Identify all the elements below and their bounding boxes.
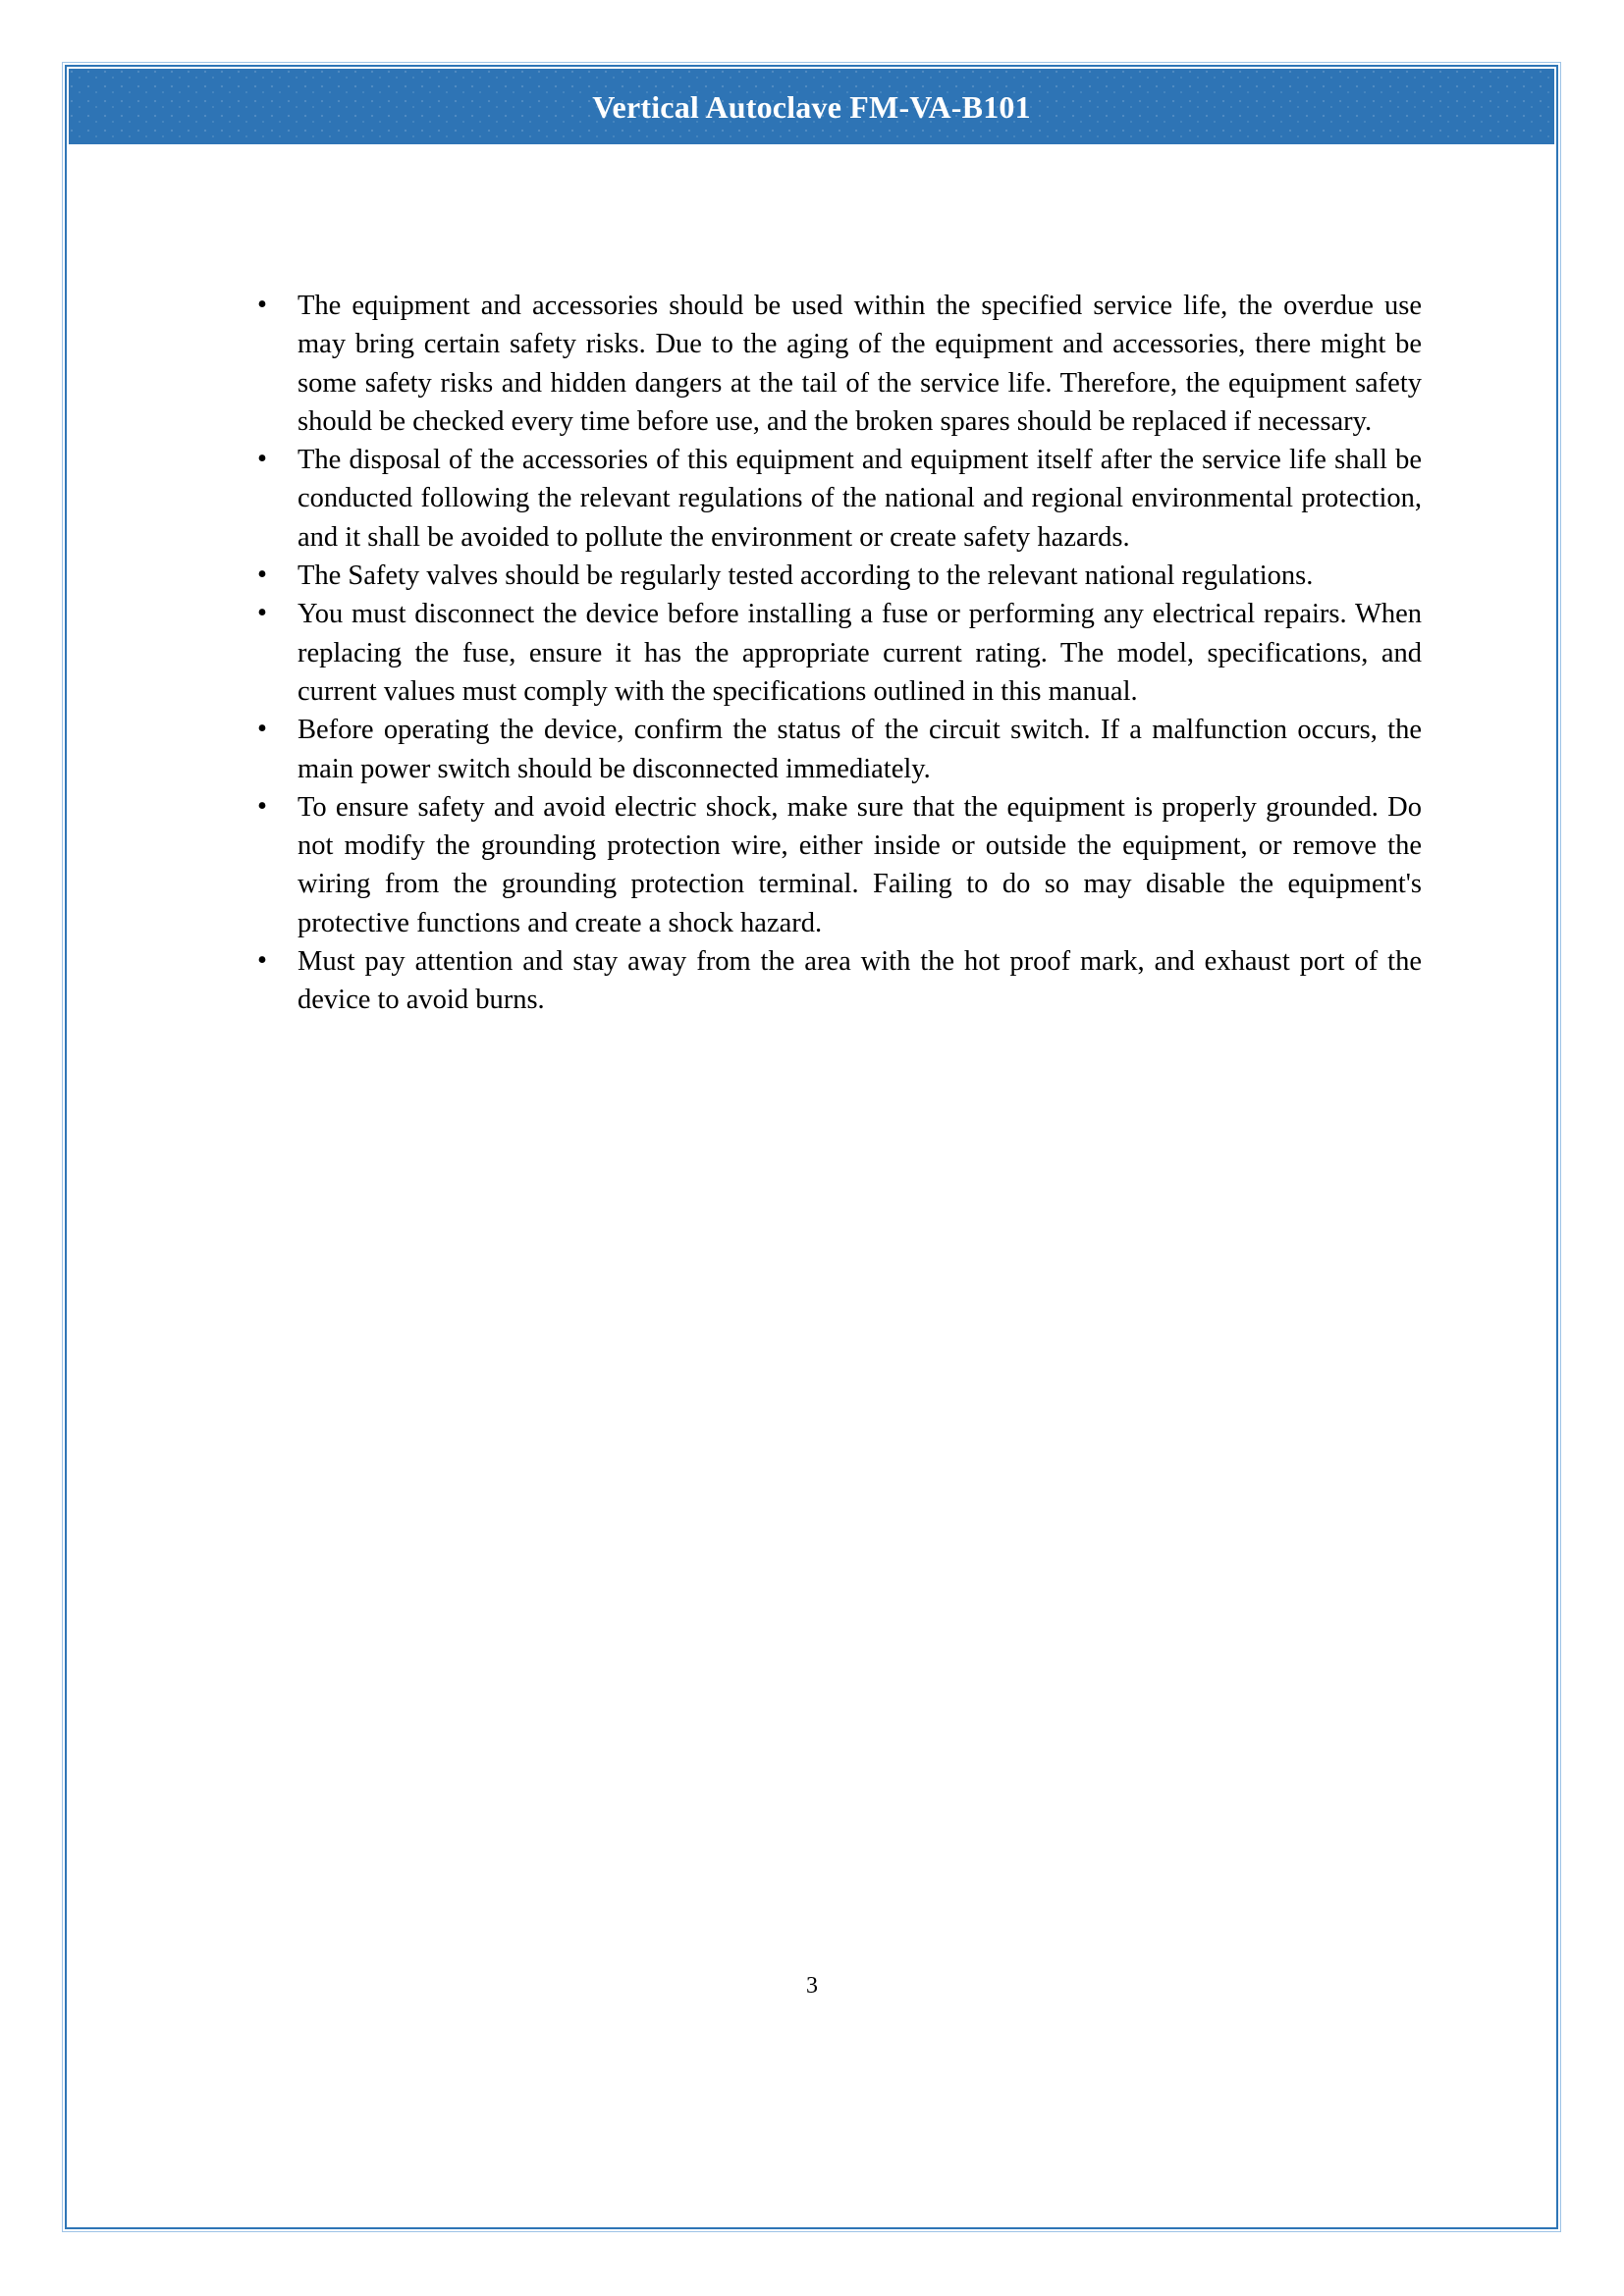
list-item: • The Safety valves should be regularly tested according to the relevant national regulations. xyxy=(257,557,1422,595)
document-body xyxy=(257,287,1422,1020)
document-title: Vertical Autoclave FM-VA-B101 xyxy=(592,88,1031,125)
list-item: • The equipment and accessories should be used within the specified service life, the overdue use may bring certain safety risks. Due to the aging of the equipment and accessories, there might be some safety risks and hidden dangers at the tail of the service life. Therefore, the equipment safety should be checked every time before use, and the broken spares should be replaced if necessary. xyxy=(257,287,1422,441)
list-item: • To ensure safety and avoid electric shock, make sure that the equipment is properly grounded. Do not modify the grounding protection wire, either inside or outside the equipment, or remove the wiring from the grounding protection terminal. Failing to do so may disable the equipment's protective functions and create a shock hazard. xyxy=(257,788,1422,942)
page-number: 3 xyxy=(806,1973,818,1999)
list-item: • Must pay attention and stay away from the area with the hot proof mark, and exhaust port of the device to avoid burns. xyxy=(257,942,1422,1020)
list-item: • Before operating the device, confirm the status of the circuit switch. If a malfunction occurs, the main power switch should be disconnected immediately. xyxy=(257,711,1422,788)
document-header-bar xyxy=(69,69,1554,144)
list-item: • You must disconnect the device before installing a fuse or performing any electrical repairs. When replacing the fuse, ensure it has the appropriate current rating. The model, specifications, and current values must comply with the specifications outlined in this manual. xyxy=(257,595,1422,711)
safety-notice-list xyxy=(257,287,1422,1020)
list-item: • The disposal of the accessories of this equipment and equipment itself after the service life shall be conducted following the relevant regulations of the national and regional environmental protection, and it shall be avoided to pollute the environment or create safety hazards. xyxy=(257,441,1422,557)
